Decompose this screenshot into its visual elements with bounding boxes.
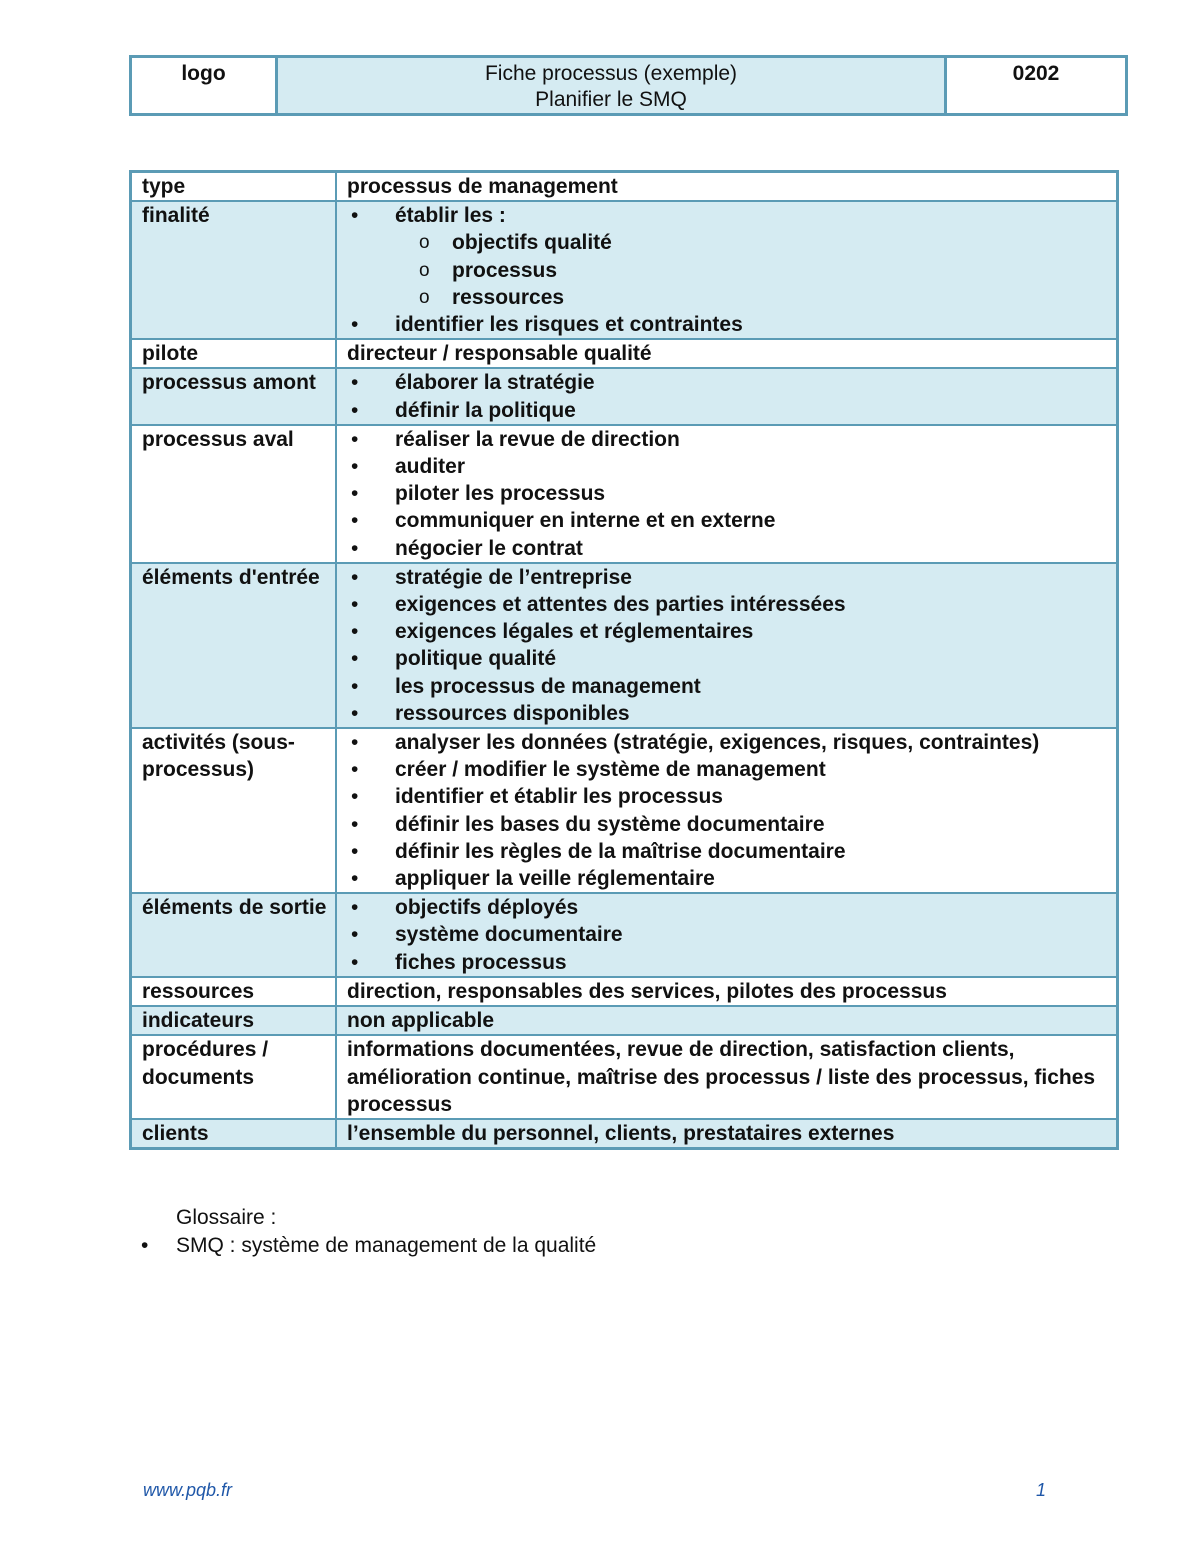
value-aval xyxy=(336,425,1118,563)
list-item: • les processus de management xyxy=(347,673,1116,700)
row-sortie xyxy=(131,893,1118,977)
list-item: • définir les bases du système documentaire xyxy=(347,811,1116,838)
row-pilote xyxy=(131,339,1118,368)
title-cell xyxy=(278,58,947,113)
list-item: • exigences légales et réglementaires xyxy=(347,618,1116,645)
title-line1: Fiche processus (exemple) xyxy=(484,62,738,85)
value-pilote: directeur / responsable qualité xyxy=(336,339,1118,368)
value-procedures: informations documentées, revue de direction, satisfaction clients, amélioration continue, maîtrise des processus / liste des processus, fiches processus xyxy=(336,1035,1118,1119)
value-clients: l’ensemble du personnel, clients, prestataires externes xyxy=(336,1119,1118,1149)
list-item: • ressources disponibles xyxy=(347,700,1116,727)
list-item: • définir les règles de la maîtrise documentaire xyxy=(347,838,1116,865)
row-aval xyxy=(131,425,1118,563)
list-item: • négocier le contrat xyxy=(347,535,1116,562)
logo-cell: logo xyxy=(132,58,278,113)
row-activites xyxy=(131,728,1118,893)
row-type xyxy=(131,172,1118,202)
footer-url[interactable]: www.pqb.fr xyxy=(143,1480,233,1500)
row-indicateurs xyxy=(131,1006,1118,1035)
row-clients xyxy=(131,1119,1118,1149)
value-type: processus de management xyxy=(336,172,1118,202)
label-aval: processus aval xyxy=(131,425,337,563)
list-item: • piloter les processus xyxy=(347,480,1116,507)
list-item: • objectifs déployés xyxy=(347,894,1116,921)
value-sortie xyxy=(336,893,1118,977)
list-item: • identifier et établir les processus xyxy=(347,783,1116,810)
label-ressources: ressources xyxy=(131,977,337,1006)
row-amont xyxy=(131,368,1118,424)
row-finalite xyxy=(131,201,1118,339)
label-sortie: éléments de sortie xyxy=(131,893,337,977)
page-number: 1 xyxy=(1036,1480,1047,1500)
label-clients: clients xyxy=(131,1119,337,1149)
label-type: type xyxy=(131,172,337,202)
list-item: • créer / modifier le système de management xyxy=(347,756,1116,783)
list-item: • établir les : o objectifs qualité o processus o ressources xyxy=(347,202,1116,311)
list-item: • identifier les risques et contraintes xyxy=(347,311,1116,338)
label-entree: éléments d'entrée xyxy=(131,563,337,728)
list-item: • système documentaire xyxy=(347,921,1116,948)
list-item: • analyser les données (stratégie, exigences, risques, contraintes) xyxy=(347,729,1116,756)
label-activites: activités (sous-processus) xyxy=(131,728,337,893)
list-item: • exigences et attentes des parties intéressées xyxy=(347,591,1116,618)
list-item: • réaliser la revue de direction xyxy=(347,426,1116,453)
list-item: • stratégie de l’entreprise xyxy=(347,564,1116,591)
list-item: • communiquer en interne et en externe xyxy=(347,507,1116,534)
list-item: • auditer xyxy=(347,453,1116,480)
value-ressources: direction, responsables des services, pilotes des processus xyxy=(336,977,1118,1006)
glossary-title: Glossaire : xyxy=(176,1206,277,1229)
header-table xyxy=(129,55,1128,116)
value-finalite xyxy=(336,201,1118,339)
list-item: • politique qualité xyxy=(347,645,1116,672)
sub-list-item: o objectifs qualité xyxy=(347,229,1116,256)
label-pilote: pilote xyxy=(131,339,337,368)
list-item: • appliquer la veille réglementaire xyxy=(347,865,1116,892)
code-cell: 0202 xyxy=(1012,62,1060,85)
row-ressources xyxy=(131,977,1118,1006)
label-amont: processus amont xyxy=(131,368,337,424)
sub-list-item: o processus xyxy=(347,257,1116,284)
value-activites xyxy=(336,728,1118,893)
title-line2: Planifier le SMQ xyxy=(535,88,687,111)
row-procedures xyxy=(131,1035,1118,1119)
list-item: • définir la politique xyxy=(347,397,1116,424)
row-entree xyxy=(131,563,1118,728)
sub-list-item: o ressources xyxy=(347,284,1116,311)
label-indicateurs: indicateurs xyxy=(131,1006,337,1035)
glossary-item: • SMQ : système de management de la qualité xyxy=(141,1232,596,1260)
bullet-icon: • xyxy=(141,1234,149,1257)
value-amont xyxy=(336,368,1118,424)
list-item: • fiches processus xyxy=(347,949,1116,976)
process-table xyxy=(129,170,1119,1150)
value-indicateurs: non applicable xyxy=(336,1006,1118,1035)
label-finalite: finalité xyxy=(131,201,337,339)
list-item: • élaborer la stratégie xyxy=(347,369,1116,396)
value-entree xyxy=(336,563,1118,728)
label-procedures: procédures / documents xyxy=(131,1035,337,1119)
